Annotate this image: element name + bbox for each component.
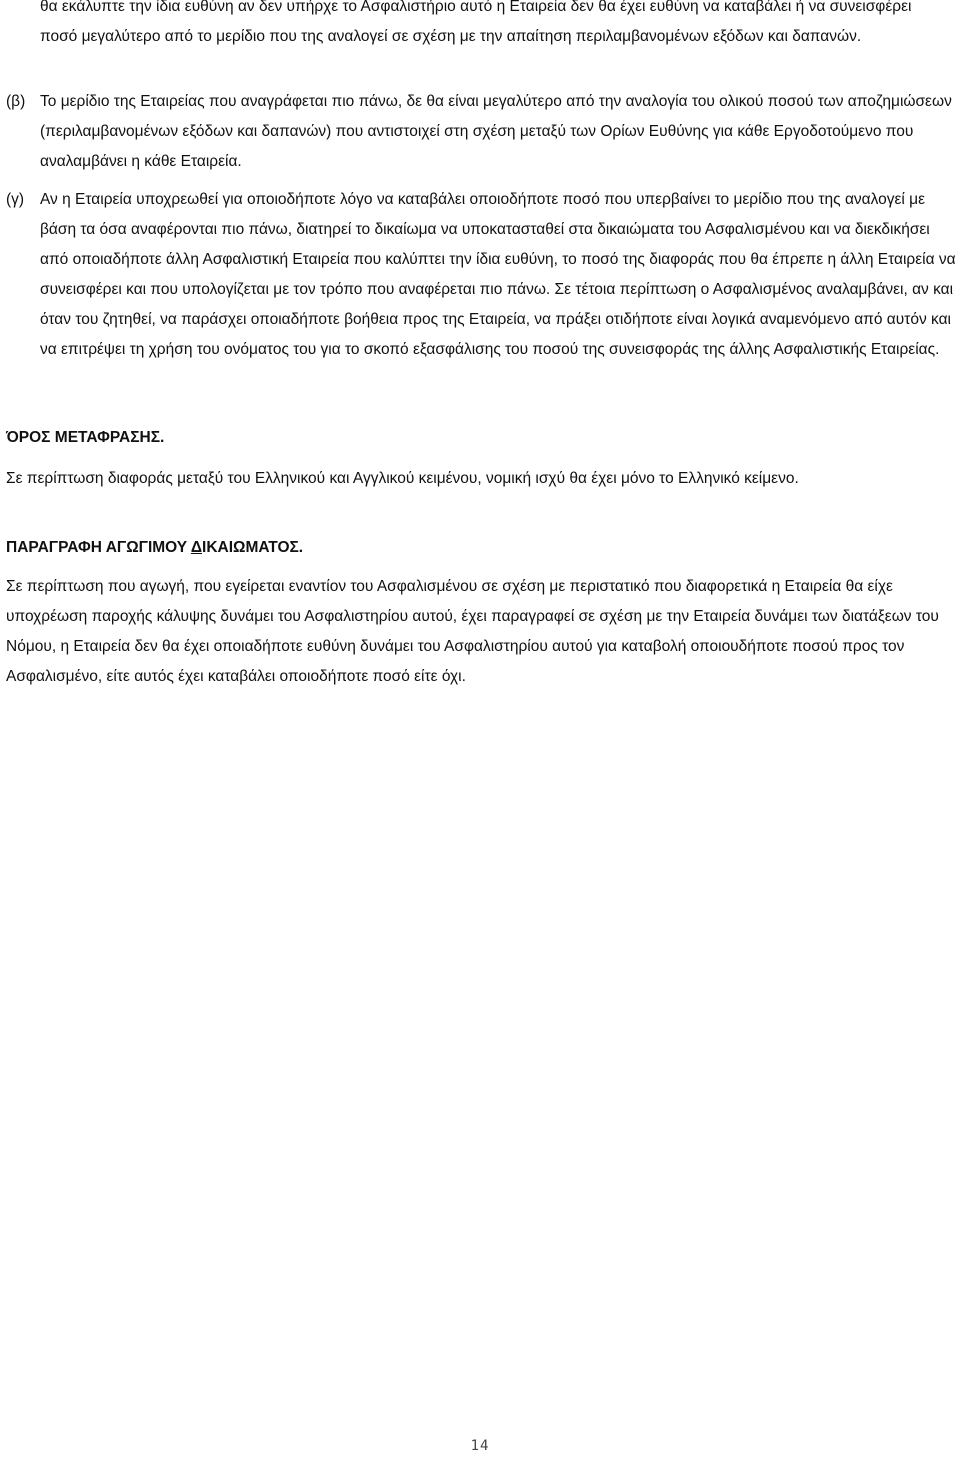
- heading-part: ΠΑΡΑΓΡΑΦΗ ΑΓΩΓΙΜΟΥ: [6, 539, 191, 556]
- clause-text: Αν η Εταιρεία υποχρεωθεί για οποιοδήποτε λόγο να καταβάλει οποιοδήποτε ποσό που υπερβαίνει το μερίδιο που της αναλογεί με βάση τα όσα αναφέρονται πιο πάνω, διατηρεί το δικαίωμα να υποκατασταθεί στα δικαιώματα του Ασφαλισμένου και να διεκδικήσει από οποιαδήποτε άλλη Ασφαλιστική Εταιρεία που καλύπτει την ίδια ευθύνη, το ποσό της διαφοράς που θα έπρεπε η άλλη Εταιρεία να συνεισφέρει και που υπολογίζεται με τον τρόπο που αναφέρεται πιο πάνω. Σε τέτοια περίπτωση ο Ασφαλισμένος αναλαμβάνει, αν και όταν του ζητηθεί, να παράσχει οποιαδήποτε βοήθεια προς της Εταιρεία, να πράξει οτιδήποτε είναι λογικά αναμενόμενο από αυτόν και να επιτρέψει τη χρήση του ονόματος του για το σκοπό εξασφάλισης του ποσού της συνεισφοράς της άλλης Ασφαλιστικής Εταιρείας.: [40, 191, 956, 358]
- clause-item-b: [6, 87, 956, 177]
- intro-paragraph: θα εκάλυπτε την ίδια ευθύνη αν δεν υπήρχε το Ασφαλιστήριο αυτό η Εταιρεία δεν θα έχει ευθύνη να καταβάλει ή να συνεισφέρει ποσό μεγαλύτερο από το μερίδιο που της αναλογεί σε σχέση με την απαίτηση περιλαμβανομένων εξόδων και δαπανών.: [40, 0, 912, 45]
- page-number: 14: [470, 1438, 490, 1454]
- heading-part: ΙΚΑΙΩΜΑΤΟΣ.: [202, 539, 304, 556]
- clause-label: (γ): [6, 191, 25, 208]
- clause-label: (β): [6, 93, 26, 110]
- clause-item-c: [6, 185, 956, 365]
- section-heading-translation: ΌΡΟΣ ΜΕΤΑΦΡΑΣΗΣ.: [6, 429, 165, 446]
- heading-underlined-part: Δ: [190, 539, 203, 556]
- section-body-limitation: Σε περίπτωση που αγωγή, που εγείρεται εναντίον του Ασφαλισμένου σε σχέση με περιστατικό που διαφορετικά η Εταιρεία θα είχε υποχρέωση παροχής κάλυψης δυνάμει του Ασφαλιστηρίου αυτού, έχει παραγραφεί σε σχέση με την Εταιρεία δυνάμει των διατάξεων του Νόμου, η Εταιρεία δεν θα έχει οποιαδήποτε ευθύνη δυνάμει του Ασφαλιστηρίου αυτού για καταβολή οποιουδήποτε ποσού προς τον Ασφαλισμένο, είτε αυτός έχει καταβάλει οποιοδήποτε ποσό είτε όχι.: [6, 578, 939, 685]
- section-body-translation: Σε περίπτωση διαφοράς μεταξύ του Ελληνικού και Αγγλικού κειμένου, νομική ισχύ θα έχει μόνο το Ελληνικό κείμενο.: [6, 470, 799, 487]
- section-heading-limitation: [6, 536, 303, 560]
- clause-text: Το μερίδιο της Εταιρείας που αναγράφεται πιο πάνω, δε θα είναι μεγαλύτερο από την αναλογία του ολικού ποσού των αποζημιώσεων (περιλαμβανομένων εξόδων και δαπανών) που αντιστοιχεί στη σχέση μεταξύ των Ορίων Ευθύνης για κάθε Εργοδοτούμενο που αναλαμβάνει η κάθε Εταιρεία.: [40, 93, 952, 170]
